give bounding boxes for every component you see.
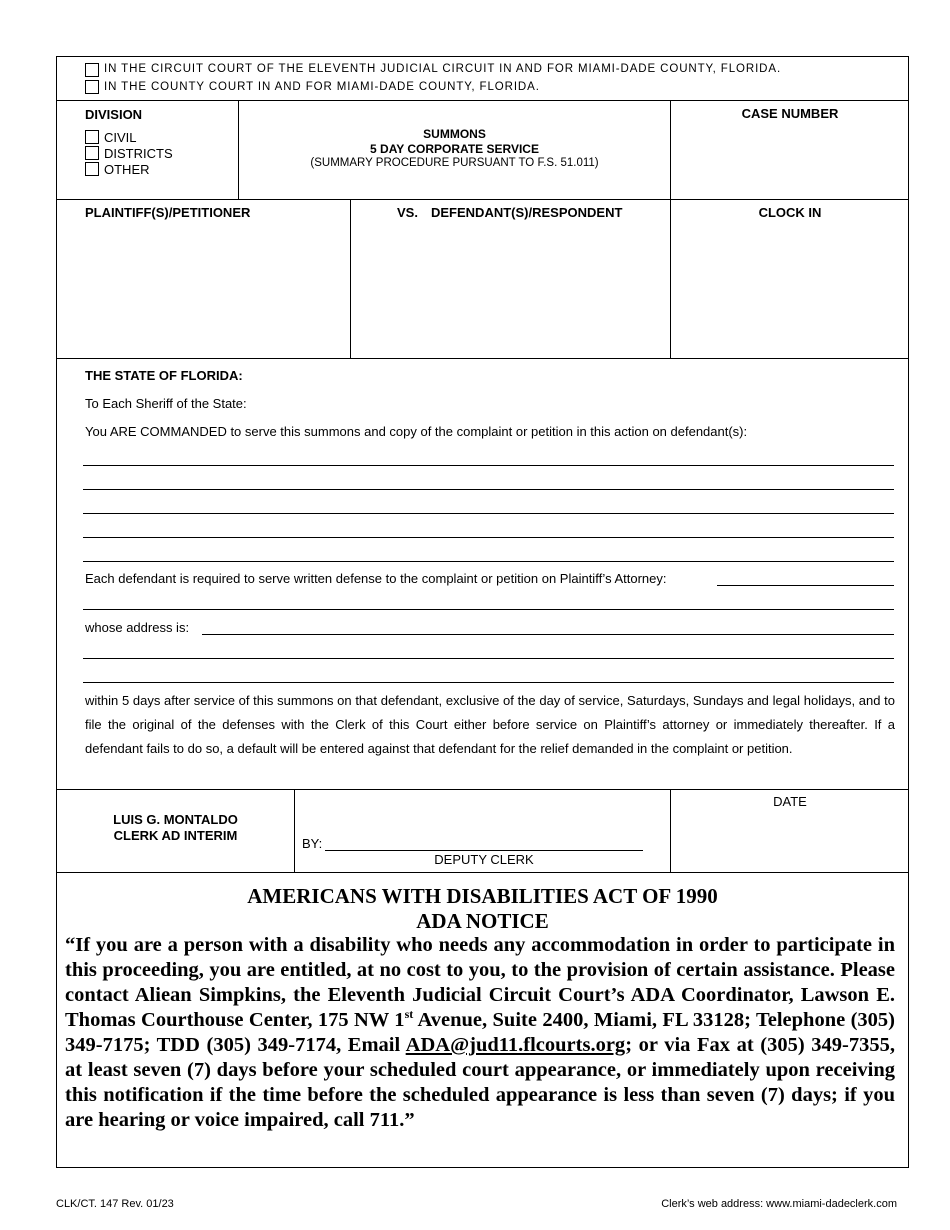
division-districts-checkbox[interactable] <box>85 146 99 160</box>
deputy-signature-line[interactable] <box>325 850 643 851</box>
county-court-label: IN THE COUNTY COURT IN AND FOR MIAMI-DADE COUNTY, FLORIDA. <box>104 81 540 93</box>
address-label: whose address is: <box>85 620 190 635</box>
attorney-line[interactable] <box>83 609 894 610</box>
circuit-court-label: IN THE CIRCUIT COURT OF THE ELEVENTH JUDICIAL CIRCUIT IN AND FOR MIAMI-DADE COUNTY, FLORIDA. <box>104 63 782 75</box>
ada-subtitle: ADA NOTICE <box>416 909 549 933</box>
superscript: st <box>404 1007 414 1022</box>
defense-line: Each defendant is required to serve written defense to the complaint or petition on Plaintiff’s Attorney: <box>85 571 667 586</box>
address-line[interactable] <box>83 658 894 659</box>
deputy-clerk-label: DEPUTY CLERK <box>434 852 534 867</box>
form-statute: (SUMMARY PROCEDURE PURSUANT TO F.S. 51.011) <box>310 157 599 169</box>
defendant-line[interactable] <box>83 537 894 538</box>
ada-title: AMERICANS WITH DISABILITIES ACT OF 1990 <box>247 884 718 908</box>
divider <box>670 199 671 358</box>
case-number-label: CASE NUMBER <box>741 106 839 121</box>
ada-notice-text: “If you are a person with a disability who needs any accommodation in order to participate in this proceeding, you are entitled, at no cost to you, to the provision of certain assistance. Please contact Aliean Simpkins, the Eleventh Judicial Circuit Court’s ADA Coordinator, Lawson E. Thomas Courthouse Center, 175 NW 1st Avenue, Suite 2400, Miami, FL 33128; Telephone (305) 349-7175; TDD (305) 349-7174, Email ADA@jud11.flcourts.org; or via Fax at (305) 349-7355, at least seven (7) days before your scheduled court appearance, or immediately upon receiving this notification if the time before the scheduled appearance is less than seven (7) days; if you are hearing or voice impaired, call 711.” <box>65 934 895 1131</box>
defendant-line[interactable] <box>83 465 894 466</box>
division-label: DIVISION <box>85 107 143 122</box>
divider <box>57 872 908 873</box>
divider <box>350 199 351 358</box>
divider <box>294 789 295 872</box>
address-line[interactable] <box>83 682 894 683</box>
closing-paragraph: within 5 days after service of this summons on that defendant, exclusive of the day of service, Saturdays, Sundays and legal holidays, and to file the original of the defenses with the Clerk of this Court either before service on Plaintiff’s attorney or immediately thereafter. If a defendant fails to do so, a default will be entered against that defendant for the relief demanded in the complaint or petition. <box>85 693 895 756</box>
clock-in-label: CLOCK IN <box>758 205 822 220</box>
ada-email-link[interactable]: ADA@jud11.flcourts.org <box>405 1034 626 1056</box>
defendant-label: DEFENDANT(S)/RESPONDENT <box>431 205 623 220</box>
sheriff-line: To Each Sheriff of the State: <box>85 396 247 411</box>
state-heading: THE STATE OF FLORIDA: <box>85 368 243 383</box>
plaintiff-label: PLAINTIFF(S)/PETITIONER <box>85 205 251 220</box>
form-subtitle: 5 DAY CORPORATE SERVICE <box>370 142 539 156</box>
county-court-checkbox[interactable] <box>85 80 99 94</box>
attorney-line[interactable] <box>717 585 894 586</box>
divider <box>57 100 908 101</box>
by-label: BY: <box>302 836 323 851</box>
divider <box>57 199 908 200</box>
clerk-web-address: Clerk’s web address: www.miami-dadeclerk.com <box>661 1198 897 1210</box>
command-line: You ARE COMMANDED to serve this summons and copy of the complaint or petition in this action on defendant(s): <box>85 424 748 439</box>
defendant-line[interactable] <box>83 513 894 514</box>
clerk-title: CLERK AD INTERIM <box>113 828 238 843</box>
divider <box>57 789 908 790</box>
division-other-checkbox[interactable] <box>85 162 99 176</box>
vs-label: VS. <box>397 205 418 220</box>
division-districts-label: DISTRICTS <box>104 146 173 161</box>
divider <box>57 358 908 359</box>
form-title: SUMMONS <box>423 127 486 141</box>
division-civil-label: CIVIL <box>104 130 137 145</box>
form-id: CLK/CT. 147 Rev. 01/23 <box>56 1198 174 1210</box>
defendant-line[interactable] <box>83 489 894 490</box>
summons-form <box>56 56 909 1168</box>
circuit-court-checkbox[interactable] <box>85 63 99 77</box>
division-civil-checkbox[interactable] <box>85 130 99 144</box>
defendant-line[interactable] <box>83 561 894 562</box>
clerk-name: LUIS G. MONTALDO <box>113 812 238 827</box>
date-label: DATE <box>773 794 807 809</box>
address-line[interactable] <box>202 634 894 635</box>
division-other-label: OTHER <box>104 162 150 177</box>
